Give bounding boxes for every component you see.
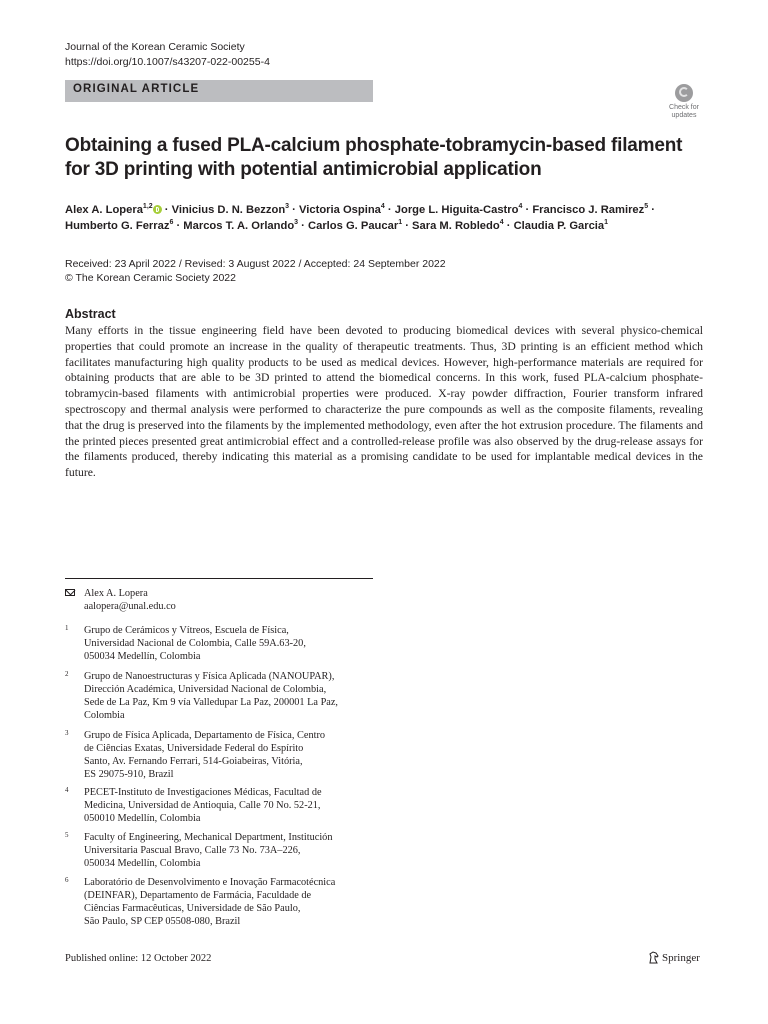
author [308,220,402,232]
orcid-icon[interactable] [153,205,162,214]
article-dates [65,258,446,285]
corresponding-name: Alex A. Lopera [84,588,148,599]
author-affiliation: 6 [169,219,174,226]
author-list: Alex A. Lopera$^{1,2}$ · Vinicius D. N. Bezzon$^3$ · Victoria Ospina$^4$ · Jorge L. Higuita-Castro$^4$ · Francisco J. Ramirez$^5$ · Humberto G. Ferraz$^6$ · Marcos T. A. Orlando$^3$ · Carlos G. Paucar$^1$ · Sara M. Robledo$^4$ · Claudia P. Garcia$^1$ [65,203,656,232]
author-name: Claudia P. Garcia [513,220,605,232]
author [532,204,648,216]
author-name: Vinicius D. N. Bezzon [171,204,286,216]
article-title: Obtaining a fused PLA-calcium phosphate-tobramycin-based filament for 3D printing with potential antimicrobial application [65,135,683,180]
publisher-name: Springer [662,952,700,964]
affiliation-text: Grupo de Física Aplicada, Departamento de Física, Centro de Ciências Exatas, Universidade Federal do Espírito Santo, Av. Fernando Ferrari, 514-Goiabeiras, Vitória, ES 29075-910, Brazil [84,730,326,780]
author-affiliation: 3 [294,219,299,226]
author-affiliation: 4 [499,219,504,226]
author [514,220,609,232]
check-updates-label: Check for updates [669,104,699,119]
author [299,204,385,216]
corresponding-email[interactable]: aalopera@unal.edu.co [84,601,176,612]
author [412,220,504,232]
author-name: Victoria Ospina [299,204,381,216]
check-updates-icon [675,84,693,102]
author-name: Humberto G. Ferraz [65,220,170,232]
affiliation-number: 5 [65,831,69,839]
author-affiliation: 4 [380,203,385,210]
affiliation-number: 2 [65,670,69,678]
publisher-mark [648,951,700,964]
affiliation-text: Grupo de Cerámicos y Vítreos, Escuela de Física, Universidad Nacional de Colombia, Calle 59A.63-20, 050034 Medellín, Colombia [84,625,306,662]
affiliation-number: 1 [65,624,69,632]
author-affiliation: 4 [518,203,523,210]
article-type-label: ORIGINAL ARTICLE [73,83,200,95]
affiliation-number: 4 [65,786,69,794]
author-affiliation: 3 [285,203,290,210]
abstract-heading: Abstract [65,307,116,321]
author-affiliation: 1 [604,219,609,226]
published-online: Published online: 12 October 2022 [65,953,212,964]
author [65,204,162,216]
journal-name: Journal of the Korean Ceramic Society [65,41,245,53]
journal-header [65,40,270,70]
author-affiliation: 5 [644,203,649,210]
affiliation-text: Faculty of Engineering, Mechanical Department, Institución Universitaria Pascual Bravo, Calle 73 No. 73A–226, 050034 Medellín, Colombia [84,832,333,869]
author [395,204,523,216]
article-type-banner [65,80,373,102]
affiliation-text: PECET-Instituto de Investigaciones Médicas, Facultad de Medicina, Universidad de Antioquia, Calle 70 No. 52-21, 050010 Medellín, Colombia [84,787,322,824]
affiliation-number: 3 [65,729,69,737]
doi-link[interactable]: https://doi.org/10.1007/s43207-022-00255-4 [65,56,270,68]
author-affiliation: 1 [398,219,403,226]
author-name: Francisco J. Ramirez [532,204,645,216]
author-name: Carlos G. Paucar [308,220,399,232]
envelope-icon [65,589,75,596]
author [172,204,289,216]
affiliation-number: 6 [65,876,69,884]
author-name: Alex A. Lopera [65,204,143,216]
check-for-updates-badge[interactable] [664,84,704,122]
abstract-text: Many efforts in the tissue engineering field have been devoted to producing biomedical devices with several physico-chemical properties that could promote an increase in the quality of therapeutic treatments. Thus, 3D printing is an efficient method which facilitates manufacturing high quality products to be used as medical devices. However, high-performance materials are required for obtaining products that are able to be 3D printed to attend the biomedical concerns. In this work, fused PLA-calcium phosphate-tobramycin-based filaments with antimicrobial properties were produced. X-ray powder diffraction, Fourier transform infrared spectroscopy and thermal analysis were performed to characterize the pure compounds as well as the composite filaments, revealing that the drug is preserved into the filaments by the implemented methodology, even after the hot extrusion procedure. The filaments and the printed pieces presented great antimicrobial effect and a controlled-release profile was also observed by the drug-release assays for the filaments produced, thereby indicating this material as a promising candidate to be used for implantable medical devices in the future. [65,324,703,480]
author [183,220,298,232]
author-name: Marcos T. A. Orlando [183,220,295,232]
author-name: Sara M. Robledo [412,220,500,232]
footnote-divider [65,578,373,579]
author-name: Jorge L. Higuita-Castro [394,204,519,216]
springer-horse-icon [648,951,660,964]
author [65,220,173,232]
article-history: Received: 23 April 2022 / Revised: 3 August 2022 / Accepted: 24 September 2022 [65,258,446,270]
author-affiliation: 1,2 [142,203,153,210]
copyright-line: © The Korean Ceramic Society 2022 [65,271,236,284]
affiliation-text: Grupo de Nanoestructuras y Física Aplicada (NANOUPAR), Dirección Académica, Universidad Nacional de Colombia, Sede de La Paz, Km 9 vía Valledupar La Paz, 200001 La Paz, Colombia [84,671,339,721]
affiliation-text: Laboratório de Desenvolvimento e Inovação Farmacotécnica (DEINFAR), Departamento de Farmácia, Faculdade de Ciências Farmacêuticas, Universidade de São Paulo, São Paulo, SP CEP 05508-080, Brazil [84,877,336,927]
